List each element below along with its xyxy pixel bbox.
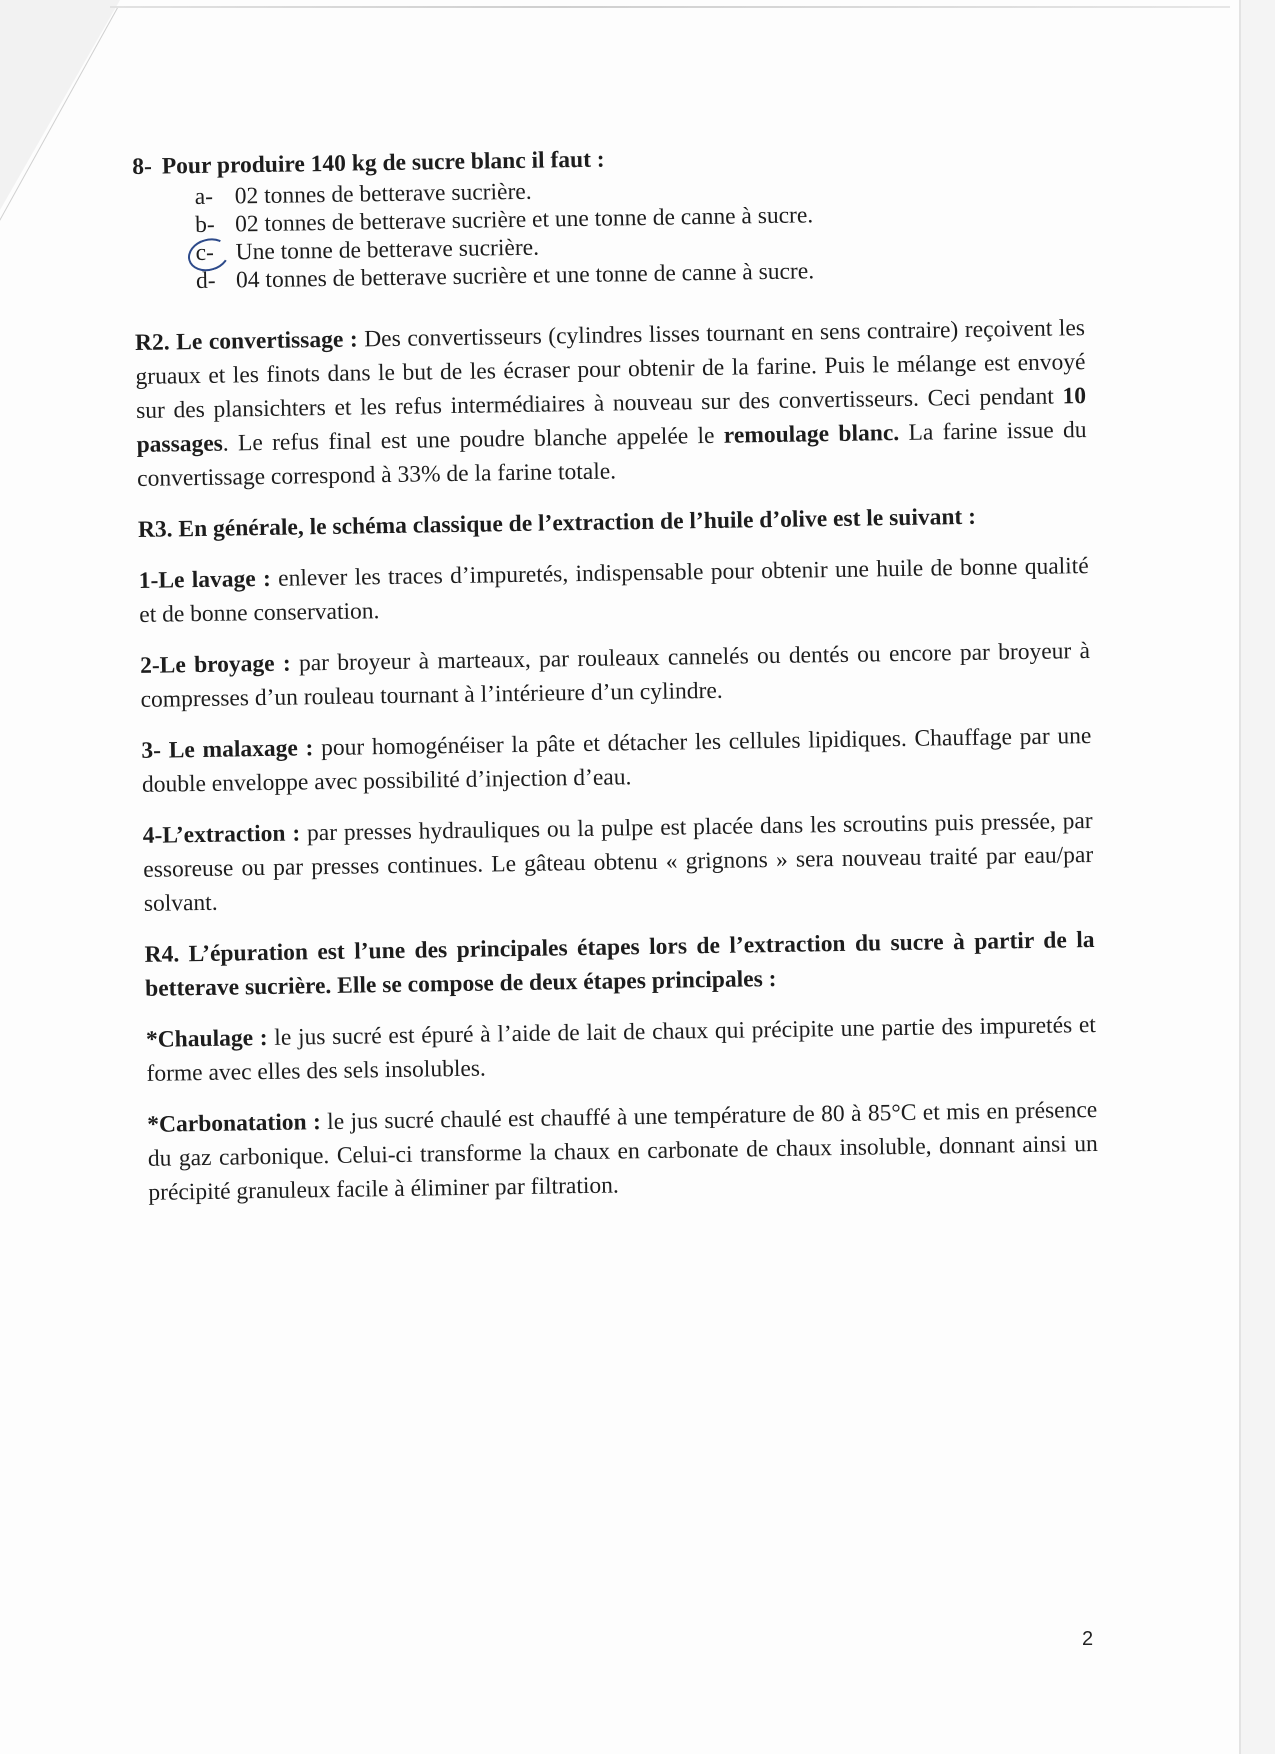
- step-label: 3- Le malaxage :: [141, 735, 314, 764]
- step-text: par presses hydrauliques ou la pulpe est placée dans les scroutins puis pressée, par essoreuse ou par presses continues. Le gâteau obtenu « grignons » sera nouveau traité par eau/par solvant.: [143, 807, 1094, 917]
- scan-right-edge: [1239, 0, 1241, 1754]
- document-body: [132, 135, 1099, 1210]
- option-letter: c-: [195, 239, 215, 267]
- r2-text-2: . Le refus final est une poudre blanche appelée le: [222, 422, 725, 457]
- answer-r4-heading: [144, 923, 1095, 1006]
- step-label: *Chaulage :: [145, 1024, 268, 1053]
- r4-step-2: [147, 1093, 1098, 1210]
- scan-right-margin: [1241, 0, 1275, 1754]
- step-label: *Carbonatation :: [147, 1109, 322, 1138]
- r2-bold-2: remoulage blanc.: [723, 419, 900, 449]
- folded-corner: [0, 0, 120, 210]
- r3-heading-text: R3. En générale, le schéma classique de l’extraction de l’huile d’olive est le suivant :: [137, 503, 977, 543]
- question-number: 8-: [132, 153, 153, 180]
- question-prompt: Pour produire 140 kg de sucre blanc il faut :: [161, 146, 605, 180]
- r2-text-3: La farine issue du convertissage correspond à 33% de la farine totale.: [136, 417, 1087, 492]
- r2-bold-1: 10 passages: [136, 383, 1087, 458]
- option-letter: b-: [194, 211, 215, 239]
- scan-top-edge: [110, 6, 1230, 8]
- r3-step-2: [140, 634, 1091, 717]
- r2-label: R2. Le convertissage :: [134, 326, 358, 356]
- option-text: 04 tonnes de betterave sucrière et une tonne de canne à sucre.: [235, 258, 815, 294]
- question-8-options: [195, 169, 1085, 295]
- r2-text-1: Des convertisseurs (cylindres lisses tournant en sens contraire) reçoivent les gruaux et les finots dans le but de les écraser pour obtenir de la farine. Puis le mélange est envoyé sur des plansichters et les refus intermédiaires à nouveau sur des convertisseurs. Ceci pendant: [135, 315, 1086, 424]
- r4-step-1: [146, 1008, 1097, 1091]
- option-text: 02 tonnes de betterave sucrière et une tonne de canne à sucre.: [234, 202, 814, 238]
- option-letter: d-: [195, 267, 216, 295]
- step-text: pour homogénéiser la pâte et détacher les cellules lipidiques. Chauffage par une double enveloppe avec possibilité d’injection d’eau.: [141, 723, 1092, 798]
- step-text: le jus sucré chaulé est chauffé à une température de 80 à 85°C et mis en présence du gaz carbonique. Celui-ci transforme la chaux en carbonate de chaux insoluble, donnant ainsi un précipité granuleux facile à éliminer par filtration.: [147, 1096, 1098, 1206]
- option-text: 02 tonnes de betterave sucrière.: [234, 178, 532, 210]
- r3-step-4: [143, 804, 1094, 921]
- step-label: 2-Le broyage :: [139, 650, 291, 679]
- answer-r3-heading: [138, 498, 1088, 547]
- option-text: Une tonne de betterave sucrière.: [235, 234, 540, 266]
- r3-step-3: [141, 719, 1092, 802]
- option-letter: a-: [194, 183, 214, 211]
- r3-step-1: [139, 549, 1090, 632]
- step-text: le jus sucré est épuré à l’aide de lait de chaux qui précipite une partie des impuretés et forme avec elles des sels insolubles.: [146, 1011, 1097, 1087]
- page-number: 2: [1082, 1628, 1094, 1650]
- step-label: 4-L’extraction :: [142, 820, 301, 849]
- answer-r2: [135, 311, 1088, 496]
- step-label: 1-Le lavage :: [138, 565, 272, 594]
- step-text: par broyeur à marteaux, par rouleaux cannelés ou dentés ou encore par broyeur à compresses d’un rouleau tournant à l’intérieure d’un cylindre.: [140, 638, 1091, 713]
- r4-heading-text: R4. L’épuration est l’une des principales étapes lors de l’extraction du sucre à partir de la betterave sucrière. Elle se compose de deux étapes principales :: [144, 926, 1095, 1002]
- step-text: enlever les traces d’impuretés, indispensable pour obtenir une huile de bonne qualité et de bonne conservation.: [139, 553, 1089, 628]
